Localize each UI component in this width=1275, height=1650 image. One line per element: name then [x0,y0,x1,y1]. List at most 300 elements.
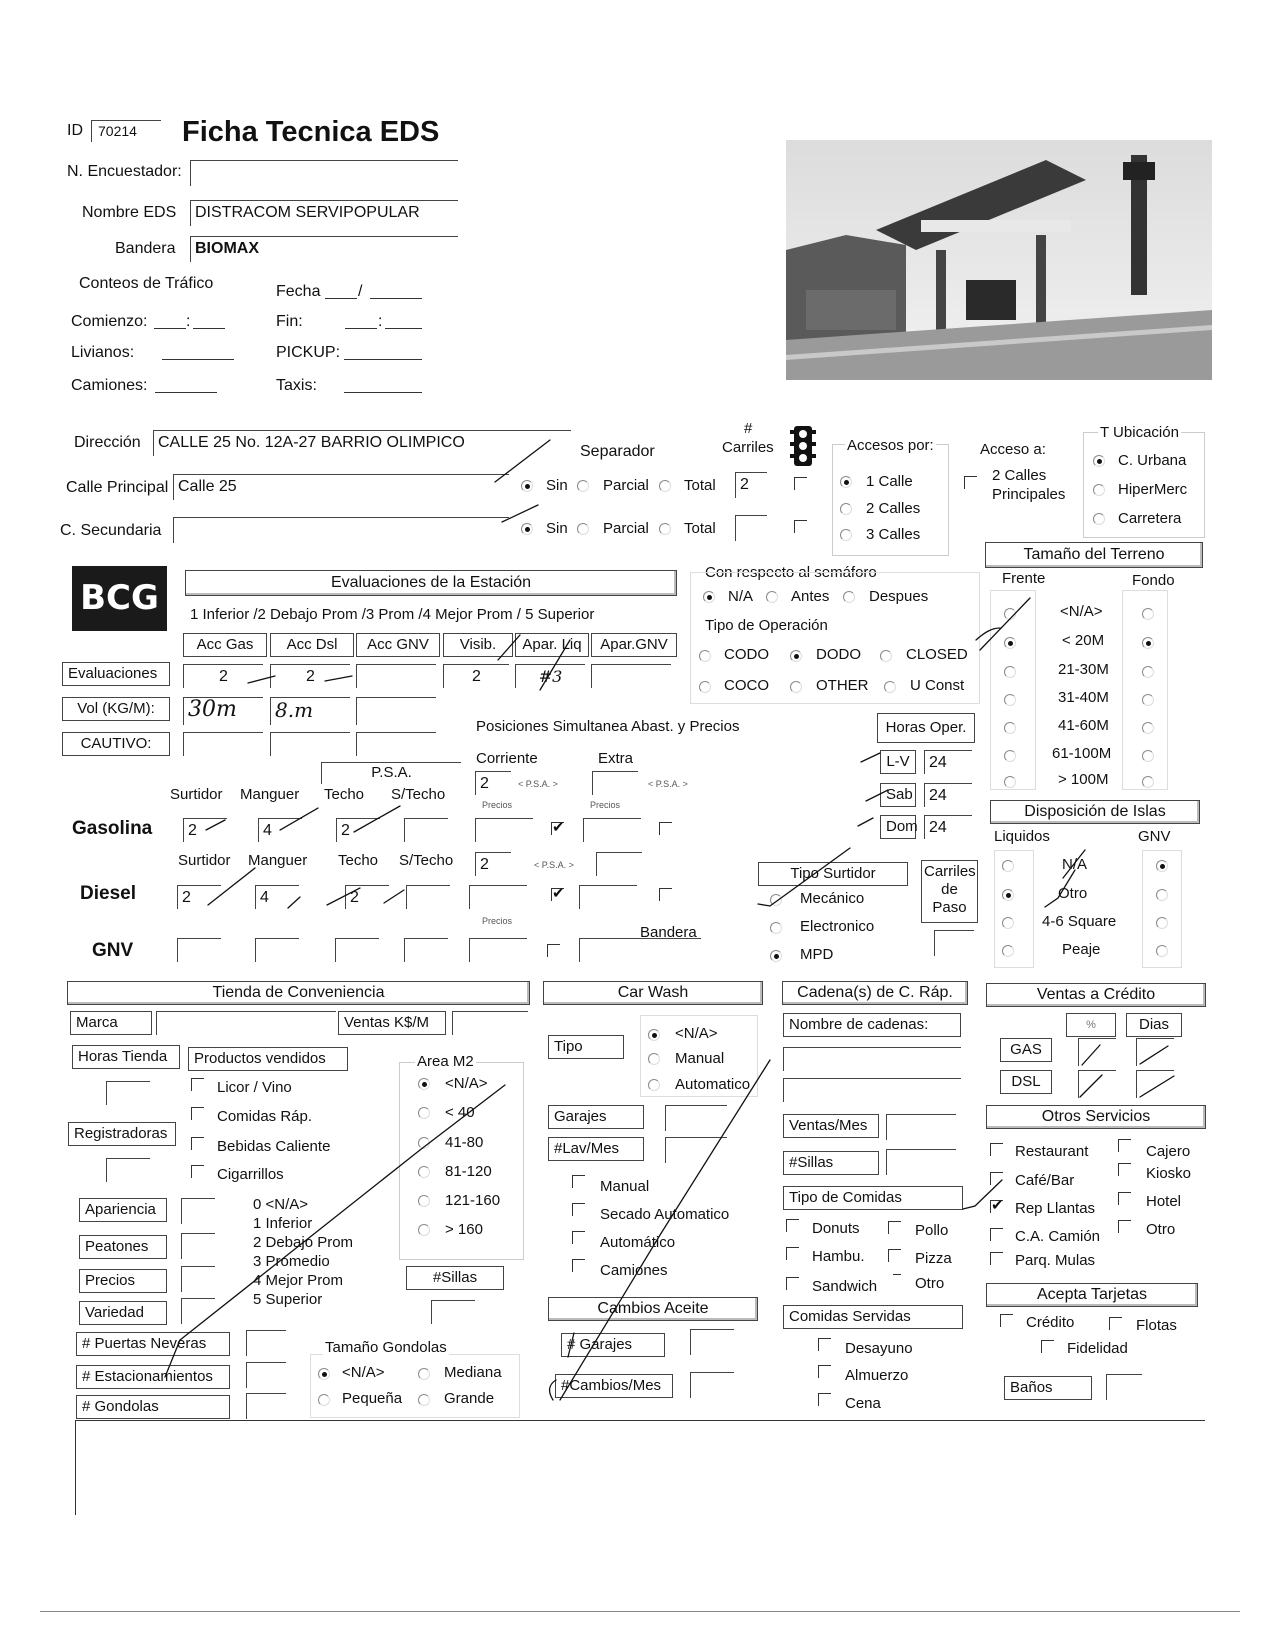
cadena-nombre-field-2[interactable] [783,1078,961,1102]
cw-secado-checkbox[interactable] [572,1203,585,1216]
secundaria-semaforo-checkbox[interactable] [794,520,807,533]
fondo-30m-radio[interactable] [1142,666,1154,678]
eval-acc-gas-field[interactable]: 2 [183,664,263,688]
terreno-row-100m: 61-100M [1052,745,1112,762]
islas-row-peaje: Peaje [1062,941,1101,958]
principal-parcial-radio[interactable] [577,480,589,492]
page-bottom-rule [40,1611,1240,1612]
gas-extra-precio-field[interactable] [583,818,641,842]
islas-liq-peaje-radio[interactable] [1002,945,1014,957]
ubicacion-urbana-radio[interactable] [1093,455,1105,467]
variedad-field[interactable] [181,1298,215,1324]
area-na-label: <N/A> [445,1075,488,1092]
desayuno-checkbox[interactable] [818,1338,831,1351]
operacion-dodo-radio[interactable] [790,650,802,662]
bebidas-checkbox[interactable] [191,1137,204,1150]
ubicacion-urbana-label: C. Urbana [1118,452,1187,469]
carwash-garajes-field[interactable] [665,1105,727,1131]
gondolas-mediana-label: Mediana [444,1364,502,1381]
semaforo-antes-label: Antes [791,588,830,605]
islas-row-na: N/A [1062,856,1088,873]
terreno-fondo-label: Fondo [1132,572,1175,589]
terreno-header: Tamaño del Terreno [985,542,1203,568]
mulas-checkbox[interactable] [990,1252,1003,1265]
gnv-surtidor-field[interactable] [177,938,221,962]
precios-field[interactable] [181,1266,215,1292]
dsl-techo-field[interactable]: 2 [345,885,389,909]
cadena-ventas-label: Ventas/Mes [783,1114,879,1138]
principal-semaforo-checkbox[interactable] [794,477,807,490]
gas-manguer-field[interactable]: 4 [258,818,302,842]
islas-liq-otro-radio[interactable] [1002,889,1014,901]
dsl-manguer-field[interactable]: 4 [255,885,299,909]
tienda-horas-field[interactable] [106,1081,150,1105]
dsl-precios-label: Precios [482,916,513,926]
kiosko-label: Kiosko [1146,1165,1192,1182]
carriles-paso-box: Carriles de Paso [921,860,978,923]
horas-sab-label: Sab [880,783,916,807]
camion-checkbox[interactable] [990,1228,1003,1241]
tarjeta-credito-checkbox[interactable] [1000,1314,1013,1327]
tienda-header: Tienda de Conveniencia [67,981,530,1005]
llantas-label: Rep Llantas [1015,1200,1096,1217]
tarjeta-credito-label: Crédito [1026,1314,1075,1331]
area-na-radio[interactable] [418,1078,430,1090]
col-visib: Visib. [443,633,513,657]
almuerzo-checkbox[interactable] [818,1365,831,1378]
principal-field[interactable]: Calle 25 [173,474,509,500]
frente-60m-radio[interactable] [1004,722,1016,734]
credito-gas-dias-field[interactable] [1136,1038,1174,1066]
gondolas-grande-radio[interactable] [418,1394,430,1406]
pollo-checkbox[interactable] [888,1221,901,1234]
islas-gnv-otro-radio[interactable] [1156,889,1168,901]
credito-pct-label: % [1066,1013,1116,1037]
secundaria-carriles-field[interactable] [735,515,767,541]
area-80-radio[interactable] [418,1137,430,1149]
dsl-extra-field[interactable] [596,852,642,876]
cambios-mes-field[interactable] [690,1372,734,1398]
dsl-stecho-field[interactable] [406,885,450,909]
dsl-surtidor-field[interactable]: 2 [177,885,221,909]
gas-corriente-psa-tag: < P.S.A. > [518,779,558,789]
terreno-row-na: <N/A> [1060,603,1103,620]
secundaria-label: C. Secundaria [60,522,162,539]
credito-gas-pct-field[interactable] [1078,1038,1116,1066]
gondolas-grande-label: Grande [444,1390,495,1407]
notes-area[interactable] [75,1420,1205,1515]
horas-dom-field[interactable]: 24 [924,815,972,839]
hotel-label: Hotel [1146,1193,1182,1210]
tienda-ventas-field[interactable] [452,1011,528,1035]
gnv-stecho-field[interactable] [404,938,448,962]
frente-40m-radio[interactable] [1004,694,1016,706]
frente-100m-radio[interactable] [1004,750,1016,762]
fondo-40m-radio[interactable] [1142,694,1154,706]
surtidor-electronico-radio[interactable] [770,922,782,934]
nombre-field[interactable]: DISTRACOM SERVIPOPULAR [190,200,458,226]
comienzo-label: Comienzo: [71,313,148,330]
dsl-surtidor-label: Surtidor [178,852,231,869]
accesos-3calles-label: 3 Calles [866,526,921,543]
cena-label: Cena [845,1395,881,1412]
frente-over100m-radio[interactable] [1004,776,1016,788]
eval-acc-dsl-field[interactable]: 2 [270,664,350,688]
area-120-label: 81-120 [445,1163,492,1180]
islas-row-otro: Otro [1058,885,1088,902]
otro-comida-checkbox[interactable] [893,1274,901,1275]
dsl-corriente-precio-field[interactable] [469,885,527,909]
gas-surtidor-label: Surtidor [170,786,223,803]
dsl-psa-checkbox[interactable] [551,888,564,901]
semaforo-title: Con respecto al semáforo [705,564,877,581]
puertas-label: # Puertas Neveras [76,1332,230,1356]
secundaria-parcial-label: Parcial [603,520,649,537]
tienda-ventas-label: Ventas K$/M [338,1011,446,1035]
bcg-logo: BCG [72,566,167,631]
scale-3: 3 Promedio [253,1253,330,1270]
fin-m-line[interactable] [385,328,422,329]
carwash-header: Car Wash [543,981,763,1005]
gas-psa-checkbox[interactable] [551,822,564,835]
col-acc-dsl: Acc Dsl [270,633,354,657]
comienzo-h-line[interactable] [154,328,186,329]
carwash-manual-radio[interactable] [648,1053,660,1065]
dsl-corriente-field[interactable]: 2 [475,852,511,876]
fondo-100m-radio[interactable] [1142,750,1154,762]
secundaria-sin-radio[interactable] [521,523,533,535]
direccion-field[interactable]: CALLE 25 No. 12A-27 BARRIO OLIMPICO [153,430,571,456]
encuestador-field[interactable] [190,160,458,186]
peatones-label: Peatones [79,1235,167,1259]
horas-sab-field[interactable]: 24 [924,783,972,807]
operacion-coco-radio[interactable] [699,681,711,693]
id-field[interactable]: 70214 [91,120,161,142]
eval-apar-gnv-field[interactable] [591,664,671,688]
tienda-sillas-field[interactable] [431,1300,475,1324]
terreno-row-30m: 21-30M [1058,661,1109,678]
gas-corriente-field[interactable]: 2 [475,771,511,795]
eval-visib-field[interactable]: 2 [443,664,509,688]
pizza-checkbox[interactable] [888,1249,901,1262]
islas-gnv-square-radio[interactable] [1156,917,1168,929]
camiones-line[interactable] [155,392,217,393]
islas-gnv-label: GNV [1138,828,1171,845]
tienda-marca-field[interactable] [156,1011,336,1035]
ubicacion-hipermerc-radio[interactable] [1093,484,1105,496]
bebidas-label: Bebidas Caliente [217,1138,331,1155]
area-40-radio[interactable] [418,1107,430,1119]
cw-camiones-label: Camiones [600,1262,668,1279]
dsl-extra-precio-field[interactable] [579,885,637,909]
id-label: ID [67,122,83,139]
cw-manual-checkbox[interactable] [572,1175,585,1188]
taxis-line[interactable] [344,392,422,393]
ubicacion-title: T Ubicación [1100,424,1179,441]
sandwich-label: Sandwich [812,1278,878,1295]
gondolas-na-label: <N/A> [342,1364,385,1381]
surtidor-electronico-label: Electronico [800,918,875,935]
tarjeta-flotas-checkbox[interactable] [1109,1317,1122,1330]
vol-acc-dsl-field[interactable]: 8.m [270,697,350,725]
islas-gnv-na-radio[interactable] [1156,860,1168,872]
credito-dias-label: Dias [1126,1013,1182,1037]
dsl-extra-checkbox[interactable] [659,888,672,901]
comienzo-m-line[interactable] [193,328,225,329]
otro-comida-label: Otro [915,1275,945,1292]
gas-extra-checkbox[interactable] [659,822,672,835]
islas-liquidos-label: Liquidos [994,828,1050,845]
fecha-day-line[interactable] [325,298,357,299]
accesos-2calles-radio[interactable] [840,503,852,515]
semaforo-na-radio[interactable] [703,591,715,603]
carriles-paso-field[interactable] [934,930,974,956]
accesos-1calle-radio[interactable] [840,476,852,488]
cadena-sillas-field[interactable] [886,1149,956,1175]
cautivo-acc-gas-field[interactable] [183,732,263,756]
secundaria-total-radio[interactable] [659,523,671,535]
nombre-label: Nombre EDS [82,204,177,221]
principal-carriles-field[interactable]: 2 [735,472,767,498]
gas-techo-label: Techo [324,786,365,803]
apariencia-field[interactable] [181,1198,215,1224]
area-over160-label: > 160 [445,1221,483,1238]
area-80-label: 41-80 [445,1134,484,1151]
secundaria-parcial-radio[interactable] [577,523,589,535]
gas-techo-field[interactable]: 2 [336,818,380,842]
gas-extra-psa-tag: < P.S.A. > [648,779,688,789]
donuts-label: Donuts [812,1220,860,1237]
area-title: Area M2 [417,1053,474,1070]
posiciones-title: Posiciones Simultanea Abast. y Precios [476,718,740,735]
principal-sin-radio[interactable] [521,480,533,492]
cw-secado-label: Secado Automatico [600,1206,730,1223]
acceso-a-title: Acceso a: [980,441,1046,458]
semaforo-despues-radio[interactable] [843,591,855,603]
cautivo-acc-dsl-field[interactable] [270,732,350,756]
gnv-bandera-field[interactable] [579,938,701,962]
area-160-radio[interactable] [418,1195,430,1207]
accesos-2calles-label: 2 Calles [866,500,921,517]
registradoras-label: Registradoras [68,1122,176,1146]
operacion-codo-radio[interactable] [699,650,711,662]
gondolas-mediana-radio[interactable] [418,1368,430,1380]
principal-total-label: Total [684,477,716,494]
terreno-row-40m: 31-40M [1058,689,1109,706]
row-vol-label: Vol (KG/M): [62,697,170,721]
frente-na-radio[interactable] [1004,608,1016,620]
terreno-row-60m: 41-60M [1058,717,1109,734]
islas-row-square: 4-6 Square [1042,913,1117,930]
vol-acc-gas-field[interactable]: 30m [183,697,263,725]
carwash-manual-label: Manual [675,1050,725,1067]
puertas-field[interactable] [246,1330,286,1356]
hambu-checkbox[interactable] [786,1247,799,1260]
restaurant-checkbox[interactable] [990,1143,1003,1156]
operacion-uconst-radio[interactable] [884,681,896,693]
credito-header: Ventas a Crédito [986,983,1206,1007]
cambios-garajes-label: # Garajes [561,1333,665,1357]
area-over160-radio[interactable] [418,1224,430,1236]
credito-dsl-label: DSL [1000,1070,1052,1094]
livianos-line[interactable] [162,359,234,360]
horas-dom-label: Dom [880,815,916,839]
vol-acc-gnv-field[interactable] [356,697,436,725]
gas-corriente-precio-field[interactable] [475,818,533,842]
precios-label: Precios [79,1269,167,1293]
semaforo-despues-label: Despues [869,588,929,605]
ubicacion-carretera-radio[interactable] [1093,513,1105,525]
cajero-label: Cajero [1146,1143,1191,1160]
carwash-na-radio[interactable] [648,1029,660,1041]
hambu-label: Hambu. [812,1248,865,1265]
operacion-coco-label: COCO [724,677,769,694]
hotel-checkbox[interactable] [1118,1192,1131,1205]
islas-gnv-peaje-radio[interactable] [1156,945,1168,957]
station-photo [786,140,1212,380]
secundaria-field[interactable] [173,517,509,543]
credito-dsl-pct-field[interactable] [1078,1070,1116,1098]
gondolas-pequena-radio[interactable] [318,1394,330,1406]
peatones-field[interactable] [181,1233,215,1259]
fecha-month-line[interactable] [370,298,422,299]
acceso-a-checkbox[interactable] [964,476,977,489]
kiosko-checkbox[interactable] [1118,1163,1131,1176]
operacion-closed-radio[interactable] [880,650,892,662]
llantas-checkbox[interactable] [990,1200,1003,1213]
horas-lv-field[interactable]: 24 [924,750,972,774]
cw-auto-label: Automático [600,1234,676,1251]
gondolas-field[interactable] [246,1393,286,1419]
cajero-checkbox[interactable] [1118,1139,1131,1152]
ubicacion-hipermerc-label: HiperMerc [1118,481,1188,498]
secundaria-total-label: Total [684,520,716,537]
carwash-lav-field[interactable] [665,1137,727,1163]
surtidor-mecanico-label: Mecánico [800,890,865,907]
estacionamientos-field[interactable] [246,1362,286,1388]
carwash-auto-radio[interactable] [648,1079,660,1091]
principal-sin-label: Sin [546,477,568,494]
cafe-checkbox[interactable] [990,1172,1003,1185]
cadena-ventas-field[interactable] [886,1114,956,1140]
traffic-title: Conteos de Tráfico [79,275,214,292]
gnv-label: GNV [92,940,134,961]
comienzo-sep: : [186,313,191,330]
gas-extra-field[interactable] [592,771,638,795]
cw-camiones-checkbox[interactable] [572,1259,585,1272]
eval-apar-liq-field[interactable]: #3 [515,664,585,688]
cadena-header: Cadena(s) de C. Ráp. [782,981,968,1005]
fondo-20m-radio[interactable] [1142,637,1154,649]
area-40-label: < 40 [445,1104,475,1121]
cena-checkbox[interactable] [818,1393,831,1406]
cigarrillos-checkbox[interactable] [191,1165,204,1178]
gnv-precio-field[interactable] [469,938,527,962]
tienda-horas-label: Horas Tienda [72,1045,180,1069]
fondo-60m-radio[interactable] [1142,722,1154,734]
psa-header-field: P.S.A. [321,762,461,784]
frente-20m-radio[interactable] [1004,637,1016,649]
cambios-header: Cambios Aceite [548,1297,758,1321]
fin-label: Fin: [276,313,303,330]
cadena-nombre-label: Nombre de cadenas: [783,1013,961,1037]
terreno-row-over100m: > 100M [1058,771,1109,788]
islas-liquidos-group [994,850,1034,968]
surtidor-mecanico-radio[interactable] [770,894,782,906]
gnv-techo-field[interactable] [335,938,379,962]
fondo-na-radio[interactable] [1142,608,1154,620]
scale-5: 5 Superior [253,1291,323,1308]
tienda-sillas-label: #Sillas [406,1266,504,1290]
frente-30m-radio[interactable] [1004,666,1016,678]
credito-dsl-dias-field[interactable] [1136,1070,1174,1098]
licor-checkbox[interactable] [191,1078,204,1091]
tienda-marca-label: Marca [70,1011,152,1035]
operacion-other-radio[interactable] [790,681,802,693]
col-apar-liq: Apar. Liq [515,633,589,657]
sandwich-checkbox[interactable] [786,1277,799,1290]
evaluaciones-header: Evaluaciones de la Estación [185,570,677,596]
gas-corriente-precios: Precios [482,800,513,810]
bandera-field[interactable]: BIOMAX [190,236,458,262]
pollo-label: Pollo [915,1222,949,1239]
fin-h-line[interactable] [345,328,377,329]
islas-liq-na-radio[interactable] [1002,860,1014,872]
gnv-manguer-field[interactable] [255,938,299,962]
comidas-servidas-label: Comidas Servidas [783,1305,963,1329]
banos-field[interactable] [1106,1374,1142,1400]
fondo-over100m-radio[interactable] [1142,776,1154,788]
gondolas-na-radio[interactable] [318,1368,330,1380]
encuestador-label: N. Encuestador: [67,163,182,180]
semaforo-antes-radio[interactable] [766,591,778,603]
cw-manual-label: Manual [600,1178,650,1195]
otro-servicio-checkbox[interactable] [1118,1220,1131,1233]
corriente-label: Corriente [476,750,538,767]
carwash-lav-label: #Lav/Mes [548,1137,644,1161]
islas-liq-square-radio[interactable] [1002,917,1014,929]
comidas-checkbox[interactable] [191,1107,204,1120]
gondolas-pequena-label: Pequeña [342,1390,403,1407]
registradoras-field[interactable] [106,1158,150,1182]
row-evaluaciones-label: Evaluaciones [62,662,170,686]
donuts-checkbox[interactable] [786,1219,799,1232]
cautivo-acc-gnv-field[interactable] [356,732,436,756]
taxis-label: Taxis: [276,377,317,394]
cw-auto-checkbox[interactable] [572,1231,585,1244]
gnv-psa-checkbox[interactable] [547,944,560,957]
carwash-na-label: <N/A> [675,1025,718,1042]
principal-total-radio[interactable] [659,480,671,492]
cambios-garajes-field[interactable] [690,1329,734,1355]
surtidor-mpd-radio[interactable] [770,950,782,962]
dsl-manguer-label: Manguer [248,852,308,869]
gas-stecho-label: S/Techo [391,786,446,803]
eval-acc-gnv-field[interactable] [356,664,436,688]
tarjeta-fidelidad-checkbox[interactable] [1041,1340,1054,1353]
carwash-garajes-label: Garajes [548,1105,644,1129]
cadena-nombre-field-1[interactable] [783,1047,961,1071]
tarjeta-fidelidad-label: Fidelidad [1067,1340,1128,1357]
surtidor-mpd-label: MPD [800,946,834,963]
camiones-label: Camiones: [71,377,148,394]
area-120-radio[interactable] [418,1166,430,1178]
gas-stecho-field[interactable] [404,818,448,842]
gas-surtidor-field[interactable]: 2 [183,818,227,842]
accesos-3calles-radio[interactable] [840,529,852,541]
terreno-row-20m: < 20M [1062,632,1105,649]
pickup-line[interactable] [344,359,422,360]
